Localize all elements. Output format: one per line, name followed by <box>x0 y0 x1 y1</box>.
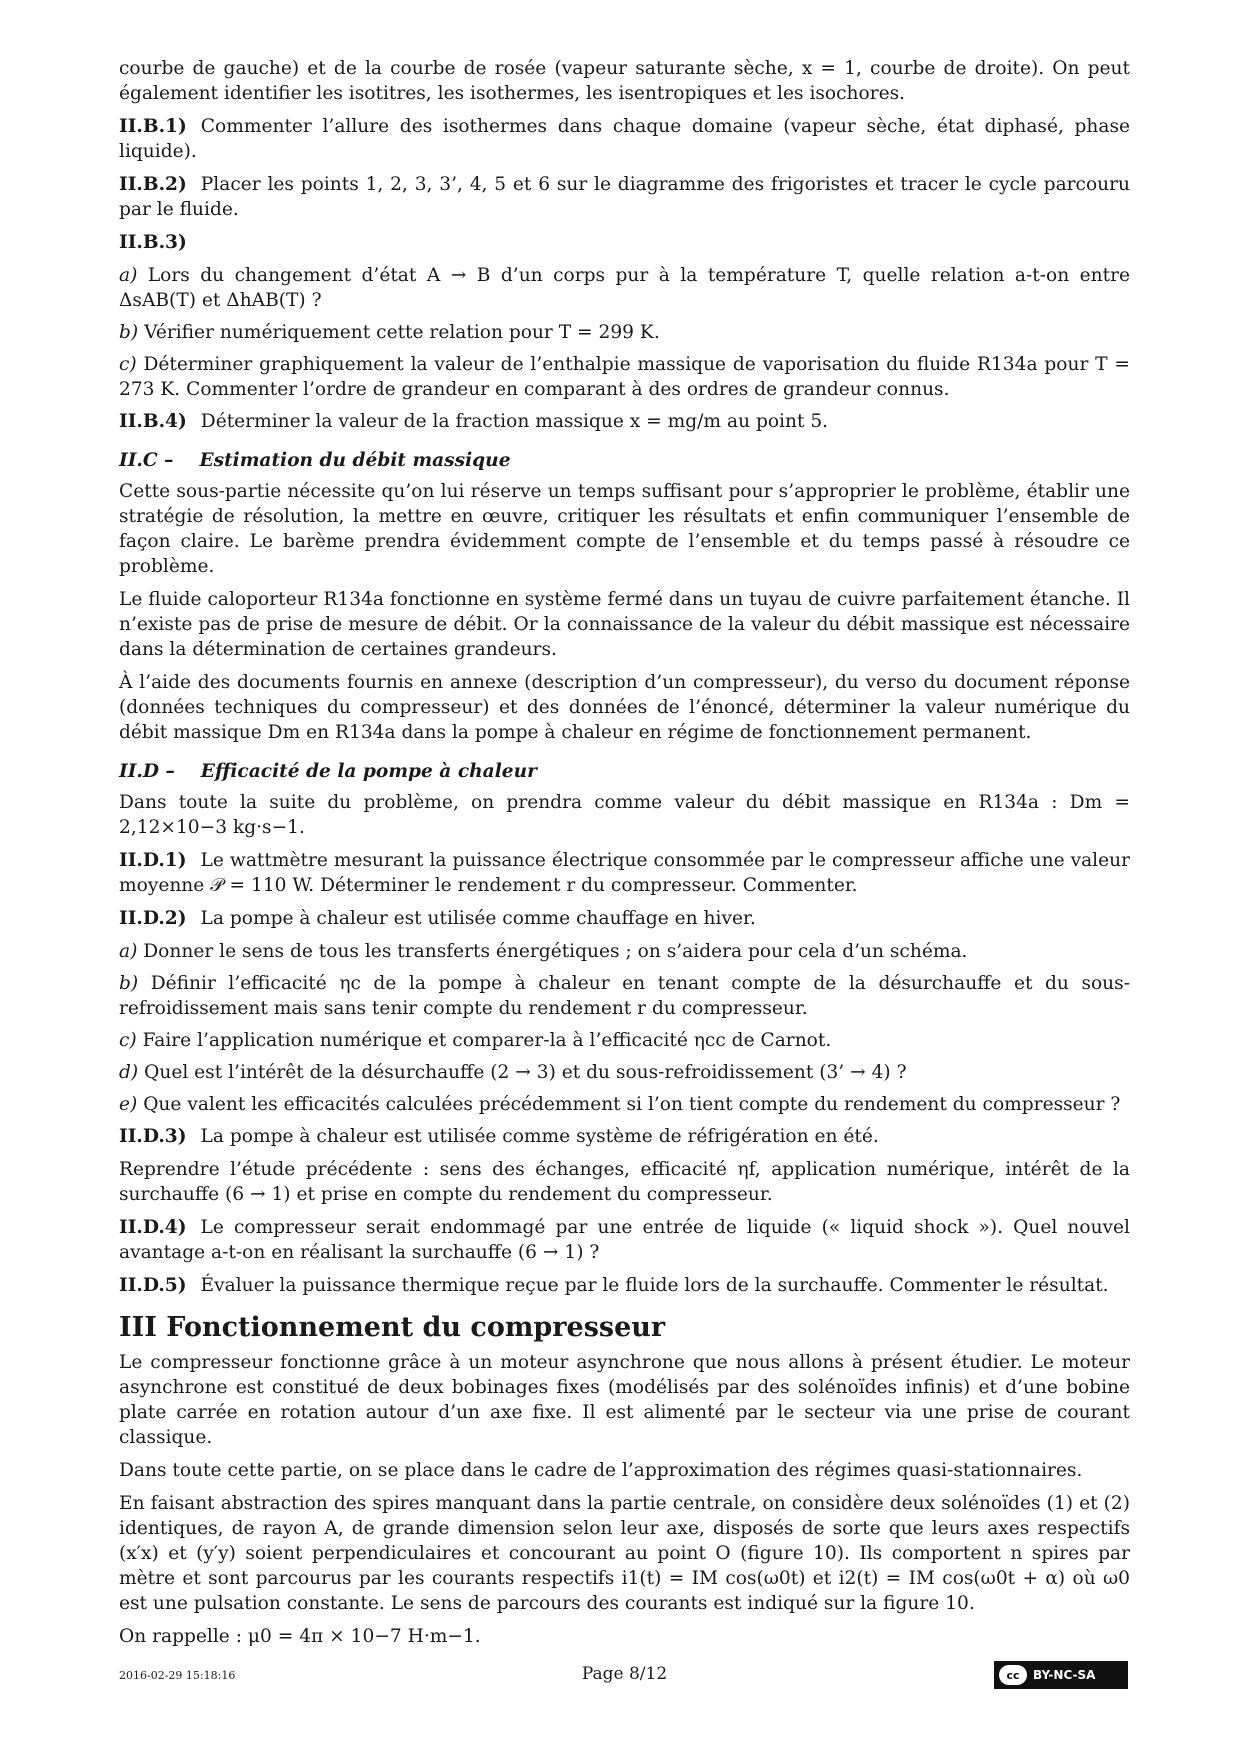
iic-paragraph-3: À l’aide des documents fournis en annexe (description d’un compresseur), du verso du document réponse (données techniques du compresseur) et des données de l’énoncé, déterminer la valeur numérique du débit massique Dm en R134a dans la pompe à chaleur en régime de fonctionnement permanent. <box>119 672 1130 743</box>
question-iib3-c: c) Déterminer graphiquement la valeur de l’enthalpie massique de vaporisation du fluide R134a pour T = 273 K. Commenter l’ordre de grandeur en comparant à des ordres de grandeur connus. <box>119 354 1130 400</box>
timestamp: 2016-02-29 15:18:16 <box>119 1669 236 1682</box>
section-heading-iic: II.C – Estimation du débit massique <box>119 450 511 471</box>
iid-intro: Dans toute la suite du problème, on prendra comme valeur du débit massique en R134a : Dm = 2,12×10−3 kg·s−1. <box>119 792 1130 838</box>
part3-paragraph-2: Dans toute cette partie, on se place dans le cadre de l’approximation des régimes quasi-stationnaires. <box>119 1460 1083 1481</box>
part3-paragraph-1: Le compresseur fonctionne grâce à un moteur asynchrone que nous allons à présent étudier. Le moteur asynchrone est constitué de deux bobinages fixes (modélisés par des solénoïdes infinis) et d’une bobine plate carrée en rotation autour d’un axe fixe. Il est alimenté par le secteur via une prise de courant classique. <box>119 1352 1130 1448</box>
section-heading-iid: II.D – Efficacité de la pompe à chaleur <box>119 761 537 782</box>
license-label: BY-NC-SA <box>1033 1668 1096 1682</box>
page-body <box>119 56 1130 1657</box>
iid3-paragraph: Reprendre l’étude précédente : sens des échanges, efficacité ηf, application numérique, intérêt de la surchauffe (6 → 1) et prise en compte du rendement du compresseur. <box>119 1159 1130 1205</box>
part3-paragraph-3: En faisant abstraction des spires manquant dans la partie centrale, on considère deux solénoïdes (1) et (2) identiques, de rayon A, de grande dimension selon leur axe, disposés de sorte que leurs axes respectifs (x′x) et (y′y) soient perpendiculaires et concourant au point O (figure 10). Ils comportent n spires par mètre et sont parcourus par les courants respectifs i1(t) = IM cos(ω0t) et i2(t) = IM cos(ω0t + α) où ω0 est une pulsation constante. Le sens de parcours des courants est indiqué sur la figure 10. <box>119 1493 1130 1614</box>
iic-paragraph-1: Cette sous-partie nécessite qu’on lui réserve un temps suffisant pour s’approprier le problème, établir une stratégie de résolution, la mettre en œuvre, critiquer les résultats et enfin communiquer l’ensemble de façon claire. Le barème prendra évidemment compte de l’ensemble et du temps passé à résoudre ce problème. <box>119 481 1130 577</box>
question-iid2-d: d) Quel est l’intérêt de la désurchauffe (2 → 3) et du sous-refroidissement (3’ → 4) ? <box>119 1062 907 1083</box>
page-number: Page 8/12 <box>581 1664 668 1684</box>
iic-paragraph-2: Le fluide caloporteur R134a fonctionne en système fermé dans un tuyau de cuivre parfaitement étanche. Il n’existe pas de prise de mesure de débit. Or la connaissance de la valeur du débit massique est nécessaire dans la détermination de certaines grandeurs. <box>119 589 1130 660</box>
question-iid3: II.D.3) La pompe à chaleur est utilisée comme système de réfrigération en été. <box>119 1126 879 1147</box>
question-iid2-c: c) Faire l’application numérique et comparer-la à l’efficacité ηcc de Carnot. <box>119 1030 832 1051</box>
question-iib3-b: b) Vérifier numériquement cette relation pour T = 299 K. <box>119 322 660 343</box>
question-iid4: II.D.4) Le compresseur serait endommagé par une entrée de liquide (« liquid shock »). Quel nouvel avantage a-t-on en réalisant la surchauffe (6 → 1) ? <box>119 1217 1130 1263</box>
question-iib4: II.B.4) Déterminer la valeur de la fraction massique x = mg/m au point 5. <box>119 411 829 432</box>
part3-paragraph-4: On rappelle : μ0 = 4π × 10−7 H·m−1. <box>119 1626 481 1647</box>
question-iib2: II.B.2) Placer les points 1, 2, 3, 3’, 4, 5 et 6 sur le diagramme des frigoristes et tracer le cycle parcouru par le fluide. <box>119 174 1130 220</box>
license-badge[interactable] <box>994 1661 1128 1689</box>
question-iib3: II.B.3) <box>119 232 187 253</box>
part-heading-iii: III Fonctionnement du compresseur <box>119 1312 666 1343</box>
question-iid5: II.D.5) Évaluer la puissance thermique reçue par le fluide lors de la surchauffe. Commenter le résultat. <box>119 1275 1109 1296</box>
question-iib1: II.B.1) Commenter l’allure des isothermes dans chaque domaine (vapeur sèche, état diphasé, phase liquide). <box>119 116 1130 162</box>
question-iid2: II.D.2) La pompe à chaleur est utilisée comme chauffage en hiver. <box>119 908 756 929</box>
question-iid1: II.D.1) Le wattmètre mesurant la puissance électrique consommée par le compresseur affiche une valeur moyenne 𝒫 = 110 W. Déterminer le rendement r du compresseur. Commenter. <box>119 850 1130 896</box>
question-iid2-a: a) Donner le sens de tous les transferts énergétiques ; on s’aidera pour cela d’un schéma. <box>119 941 968 962</box>
question-iid2-e: e) Que valent les efficacités calculées précédemment si l’on tient compte du rendement du compresseur ? <box>119 1094 1121 1115</box>
cc-icon: cc <box>999 1665 1027 1685</box>
intro-paragraph: courbe de gauche) et de la courbe de rosée (vapeur saturante sèche, x = 1, courbe de droite). On peut également identifier les isotitres, les isothermes, les isentropiques et les isochores. <box>119 58 1130 104</box>
question-iid2-b: b) Définir l’efficacité ηc de la pompe à chaleur en tenant compte de la désurchauffe et du sous-refroidissement mais sans tenir compte du rendement r du compresseur. <box>119 973 1130 1019</box>
question-iib3-a: a) Lors du changement d’état A → B d’un corps pur à la température T, quelle relation a-t-on entre ΔsAB(T) et ΔhAB(T) ? <box>119 265 1130 311</box>
page-footer <box>119 1661 1130 1691</box>
